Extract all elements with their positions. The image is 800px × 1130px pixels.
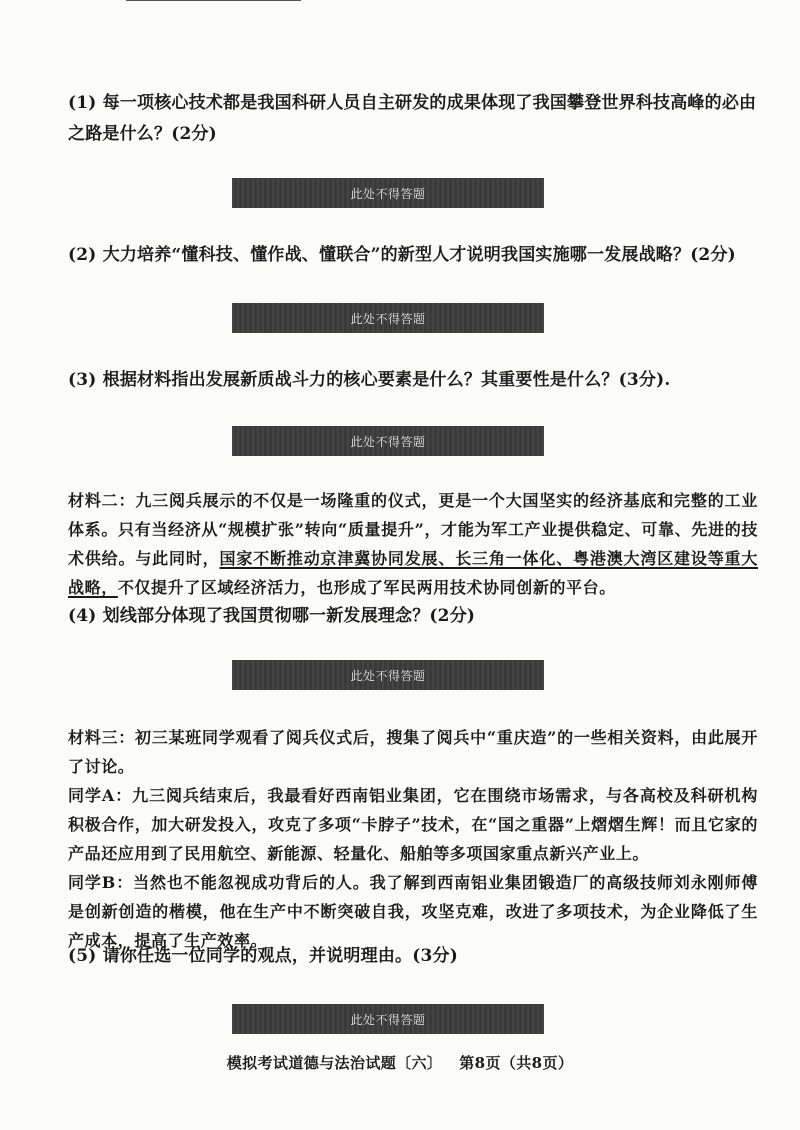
question-3: (3) 根据材料指出发展新质战斗力的核心要素是什么？其重要性是什么？(3分).: [68, 370, 671, 390]
material-3: [68, 723, 758, 955]
exam-title: 模拟考试道德与法治试题〔六〕: [226, 1054, 443, 1072]
question-2: (2) 大力培养“懂科技、懂作战、懂联合”的新型人才说明我国实施哪一发展战略？(2分): [68, 245, 736, 265]
no-answer-bar-2: [232, 303, 544, 333]
page-footer: [0, 1052, 800, 1073]
question-4: (4) 划线部分体现了我国贯彻哪一新发展理念？(2分): [68, 606, 476, 626]
student-b-view: 同学B：当然也不能忽视成功背后的人。我了解到西南铝业集团锻造厂的高级技师刘永刚师傅是创新创造的楷模，他在生产中不断突破自我，攻坚克难，改进了多项技术，为企业降低了生产成本，提高了生产效率。: [68, 873, 758, 950]
student-a-view: 同学A：九三阅兵结束后，我最看好西南铝业集团，它在围绕市场需求，与各高校及科研机构积极合作，加大研发投入，攻克了多项“卡脖子”技术，在“国之重器”上熠熠生辉！而且它家的产品还应用到了民用航空、新能源、轻量化、船舶等多项国家重点新兴产业上。: [68, 786, 758, 863]
no-answer-label: 此处不得答题: [350, 434, 426, 449]
question-1: [68, 88, 758, 150]
page-number: 第8页（共8页）: [459, 1054, 574, 1072]
no-answer-label: 此处不得答题: [350, 668, 426, 683]
material-2-text: 材料二：九三阅兵展示的不仅是一场隆重的仪式，更是一个大国坚实的经济基底和完整的工业体系。只有当经济从“规模扩张”转向“质量提升”，才能为军工产业提供稳定、可靠、先进的技术供给。与此同时，: [68, 491, 758, 568]
material-2-underlined: 国家不断推动京津冀协同发展、长三角一体化、粤港澳大湾区建设等重大战略，: [68, 549, 758, 597]
question-5: (5) 请你任选一位同学的观点，并说明理由。(3分): [68, 946, 458, 966]
no-answer-bar-5: [232, 1004, 544, 1034]
top-rule: [126, 0, 301, 1]
question-1-line-1: (1) 每一项核心技术都是我国科研人员自主研发的成果体现了我国攀登世界科技高峰的必由: [68, 93, 757, 113]
material-2: [68, 486, 758, 602]
no-answer-bar-1: [232, 178, 544, 208]
no-answer-bar-3: [232, 426, 544, 456]
no-answer-bar-4: [232, 660, 544, 690]
material-3-intro: 材料三：初三某班同学观看了阅兵仪式后，搜集了阅兵中“重庆造”的一些相关资料，由此展开了讨论。: [68, 728, 758, 776]
question-1-line-2: 之路是什么？(2分): [68, 124, 217, 144]
no-answer-label: 此处不得答题: [350, 186, 426, 201]
no-answer-label: 此处不得答题: [350, 1012, 426, 1027]
no-answer-label: 此处不得答题: [350, 311, 426, 326]
material-2-text-end: 不仅提升了区域经济活力，也形成了军民两用技术协同创新的平台。: [117, 578, 616, 597]
